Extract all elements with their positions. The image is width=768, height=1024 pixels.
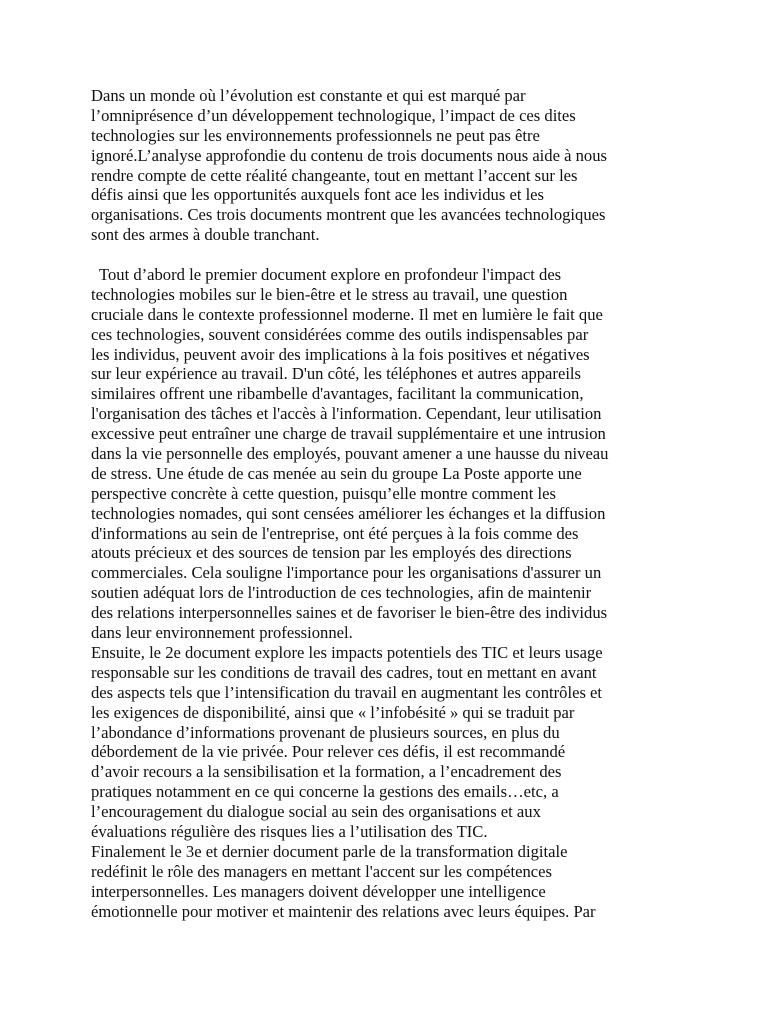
- text-line: des relations interpersonnelles saines et de favoriser le bien-être des individus: [91, 603, 608, 623]
- text-line: perspective concrète à cette question, puisqu’elle montre comment les: [91, 483, 556, 503]
- text-line: dans la vie personnelle des employés, pouvant amener a une hausse du niveau: [91, 444, 609, 464]
- document-body: [91, 86, 691, 921]
- text-line: les exigences de disponibilité, ainsi que « l’infobésité » qui se traduit par: [91, 702, 575, 722]
- text-line: d’avoir recours a la sensibilisation et la formation, a l’encadrement des: [91, 762, 562, 782]
- text-line: l'organisation des tâches et l'accès à l'information. Cependant, leur utilisation: [91, 404, 602, 424]
- text-line: rendre compte de cette réalité changeante, tout en mettant l’accent sur les: [91, 165, 578, 185]
- text-line: dans leur environnement professionnel.: [91, 623, 353, 643]
- text-line: Ensuite, le 2e document explore les impacts potentiels des TIC et leurs usage: [91, 642, 603, 662]
- text-line: similaires offrent une ribambelle d'avantages, facilitant la communication,: [91, 384, 584, 404]
- text-line: Dans un monde où l’évolution est constante et qui est marqué par: [91, 86, 526, 105]
- text-line: évaluations régulière des risques lies a l’utilisation des TIC.: [91, 821, 488, 841]
- paragraph-second-document: [91, 643, 691, 842]
- paragraph-gap: [91, 245, 691, 265]
- text-line: cruciale dans le contexte professionnel moderne. Il met en lumière le fait que: [91, 304, 603, 324]
- paragraph-first-document: [91, 265, 691, 643]
- text-line: redéfinit le rôle des managers en mettant l'accent sur les compétences: [91, 861, 552, 881]
- text-line: sont des armes à double tranchant.: [91, 225, 320, 245]
- text-line: atouts précieux et des sources de tension par les employés des directions: [91, 543, 572, 563]
- text-line: l’omniprésence d’un développement technologique, l’impact de ces dites: [91, 105, 576, 125]
- text-line: commerciales. Cela souligne l'importance pour les organisations d'assurer un: [91, 563, 602, 583]
- paragraph-third-document: [91, 842, 691, 922]
- text-line: des aspects tels que l’intensification du travail en augmentant les contrôles et: [91, 682, 603, 702]
- text-line: Tout d’abord le premier document explore en profondeur l'impact des: [91, 265, 562, 285]
- text-line: Finalement le 3e et dernier document parle de la transformation digitale: [91, 841, 568, 861]
- text-line: soutien adéquat lors de l'introduction de ces technologies, afin de maintenir: [91, 583, 592, 603]
- text-line: ces technologies, souvent considérées comme des outils indispensables par: [91, 324, 589, 344]
- text-line: ignoré.L’analyse approfondie du contenu de trois documents nous aide à nous: [91, 145, 607, 165]
- text-line: technologies sur les environnements professionnels ne peut pas être: [91, 125, 540, 145]
- text-line: technologies mobiles sur le bien-être et le stress au travail, une question: [91, 284, 568, 304]
- text-line: débordement de la vie privée. Pour relever ces défis, il est recommandé: [91, 742, 566, 762]
- text-line: de stress. Une étude de cas menée au sein du groupe La Poste apporte une: [91, 463, 582, 483]
- paragraph-intro: [91, 86, 691, 245]
- text-line: organisations. Ces trois documents montrent que les avancées technologiques: [91, 205, 606, 225]
- text-line: responsable sur les conditions de travail des cadres, tout en mettant en avant: [91, 662, 597, 682]
- text-line: les individus, peuvent avoir des implications à la fois positives et négatives: [91, 344, 590, 364]
- text-line: excessive peut entraîner une charge de travail supplémentaire et une intrusion: [91, 424, 606, 444]
- text-line: défis ainsi que les opportunités auxquels font ace les individus et les: [91, 185, 545, 205]
- text-line: l’abondance d’informations provenant de plusieurs sources, en plus du: [91, 722, 560, 742]
- text-line: sur leur expérience au travail. D'un côté, les téléphones et autres appareils: [91, 364, 581, 384]
- text-line: émotionnelle pour motiver et maintenir des relations avec leurs équipes. Par: [91, 901, 596, 921]
- text-line: pratiques notamment en ce qui concerne la gestions des emails…etc, a: [91, 782, 559, 802]
- text-line: technologies nomades, qui sont censées améliorer les échanges et la diffusion: [91, 503, 606, 523]
- text-line: d'informations au sein de l'entreprise, ont été perçues à la fois comme des: [91, 523, 579, 543]
- text-line: l’encouragement du dialogue social au sein des organisations et aux: [91, 802, 541, 822]
- text-line: interpersonnelles. Les managers doivent développer une intelligence: [91, 881, 546, 901]
